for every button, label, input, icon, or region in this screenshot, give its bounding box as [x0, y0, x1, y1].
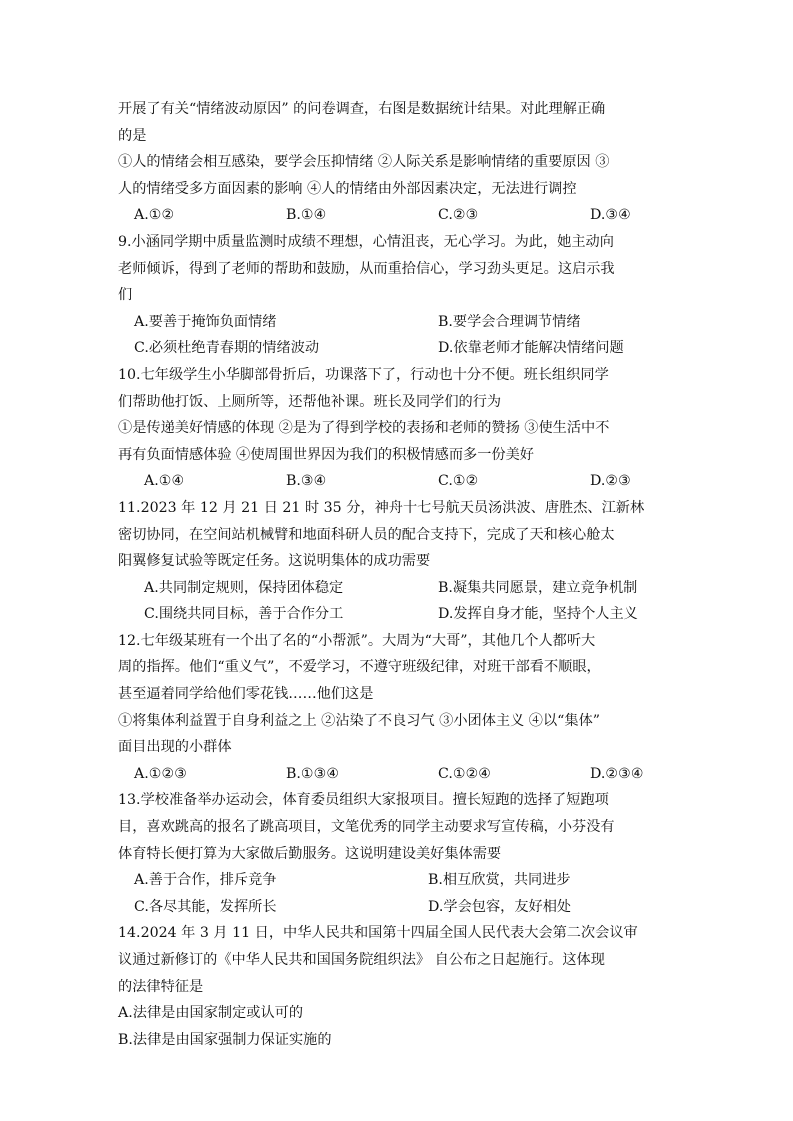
options-row	[118, 335, 678, 362]
option-a[interactable]: A.①②③	[134, 765, 187, 782]
option-c[interactable]: C.围绕共同目标，善于合作分工	[144, 606, 344, 623]
option-c[interactable]: C.①②④	[438, 765, 492, 782]
question-8-continued	[118, 96, 678, 229]
options-row	[118, 575, 678, 602]
question-text-line: 开展了有关“情绪波动原因” 的问卷调查，右图是数据统计结果。对此理解正确	[118, 101, 606, 117]
statement-line: ①将集体利益置于自身利益之上 ②沾染了不良习气 ③小团体主义 ④以“集体”	[118, 712, 601, 729]
question-text-line: 10.七年级学生小华脚部骨折后，功课落下了，行动也十分不便。班长组织同学	[118, 366, 609, 383]
statement-line: ①是传递美好情感的体现 ②是为了得到学校的表扬和老师的赞扬 ③使生活中不	[118, 420, 610, 437]
question-text-line: 体育特长便打算为大家做后勤服务。这说明建设美好集体需要	[118, 845, 502, 862]
option-d[interactable]: D.②③	[590, 473, 631, 490]
question-text-line: 的是	[118, 127, 147, 144]
question-12	[118, 628, 678, 788]
option-c[interactable]: C.①②	[438, 473, 479, 490]
option-a[interactable]: A.善于合作，排斥竞争	[134, 872, 277, 889]
question-text-line: 密切协同，在空间站机械臂和地面科研人员的配合支持下，完成了天和核心舱太	[118, 526, 615, 543]
exam-page	[118, 96, 678, 1053]
question-9	[118, 229, 678, 362]
question-text-line: 9.小涵同学期中质量监测时成绩不理想，心情沮丧，无心学习。为此，她主动向	[118, 233, 614, 250]
question-10	[118, 362, 678, 495]
option-b[interactable]: B.法律是由国家强制力保证实施的	[118, 1031, 332, 1048]
option-d[interactable]: D.依靠老师才能解决情绪问题	[438, 340, 624, 357]
options-row	[118, 202, 678, 229]
question-text-line: 14.2024 年 3 月 11 日，中华人民共和国第十四届全国人民代表大会第二次会议审	[118, 925, 638, 942]
options-row	[118, 601, 678, 628]
statement-line: 面目出现的小群体	[118, 739, 232, 756]
question-14	[118, 920, 678, 1053]
statement-line: ①人的情绪会相互感染，要学会压抑情绪 ②人际关系是影响情绪的重要原因 ③	[118, 154, 610, 171]
question-text-line: 11.2023 年 12 月 21 日 21 时 35 分，神舟十七号航天员汤洪波、唐胜杰、江新林	[118, 499, 645, 516]
question-text-line: 们帮助他打饭、上厕所等，还帮他补课。班长及同学们的行为	[118, 393, 502, 410]
question-text-line: 老师倾诉，得到了老师的帮助和鼓励，从而重拾信心，学习劲头更足。这启示我	[118, 260, 615, 277]
options-row	[118, 468, 678, 495]
options-row	[118, 867, 678, 894]
question-text-line: 12.七年级某班有一个出了名的“小帮派”。大周为“大哥”，其他几个人都听大	[118, 632, 596, 649]
question-text-line: 阳翼修复试验等既定任务。这说明集体的成功需要	[118, 553, 431, 570]
option-d[interactable]: D.学会包容，友好相处	[428, 898, 572, 915]
question-11	[118, 495, 678, 628]
option-c[interactable]: C.必须杜绝青春期的情绪波动	[134, 340, 320, 357]
option-b[interactable]: B.①④	[286, 207, 327, 224]
option-d[interactable]: D.②③④	[590, 765, 644, 782]
question-text-line: 目，喜欢跳高的报名了跳高项目，文笔优秀的同学主动要求写宣传稿，小芬没有	[118, 819, 615, 836]
question-text-line: 们	[118, 287, 133, 304]
option-a[interactable]: A.共同制定规则，保持团体稳定	[144, 579, 344, 596]
question-text-line: 议通过新修订的《中华人民共和国国务院组织法》 自公布之日起施行。这体现	[118, 952, 605, 968]
options-row	[118, 761, 678, 788]
option-b[interactable]: B.③④	[286, 473, 327, 490]
statement-line: 再有负面情感体验 ④使周围世界因为我们的积极情感而多一份美好	[118, 446, 534, 463]
statement-line: 人的情绪受多方面因素的影响 ④人的情绪由外部因素决定，无法进行调控	[118, 180, 577, 197]
option-a[interactable]: A.法律是由国家制定或认可的	[118, 1005, 304, 1022]
question-text-line: 13.学校准备举办运动会，体育委员组织大家报项目。擅长短跑的选择了短跑项	[118, 792, 609, 809]
option-d[interactable]: D.发挥自身才能，坚持个人主义	[438, 606, 638, 623]
question-text-line: 周的指挥。他们“重义气”，不爱学习，不遵守班级纪律，对班干部看不顺眼，	[118, 659, 601, 676]
question-13	[118, 787, 678, 920]
option-a[interactable]: A.①②	[134, 207, 175, 224]
option-b[interactable]: B.①③④	[286, 765, 340, 782]
option-d[interactable]: D.③④	[590, 207, 631, 224]
option-b[interactable]: B.凝集共同愿景，建立竞争机制	[438, 579, 638, 596]
option-c[interactable]: C.各尽其能，发挥所长	[134, 898, 277, 915]
option-a[interactable]: A.①④	[144, 473, 185, 490]
options-row	[118, 309, 678, 336]
option-c[interactable]: C.②③	[438, 207, 479, 224]
question-text-line: 甚至逼着同学给他们零花钱……他们这是	[118, 686, 374, 703]
option-b[interactable]: B.要学会合理调节情绪	[438, 313, 581, 330]
question-text-line: 的法律特征是	[118, 978, 204, 995]
option-b[interactable]: B.相互欣赏，共同进步	[428, 872, 571, 889]
options-row	[118, 894, 678, 921]
option-a[interactable]: A.要善于掩饰负面情绪	[134, 313, 277, 330]
